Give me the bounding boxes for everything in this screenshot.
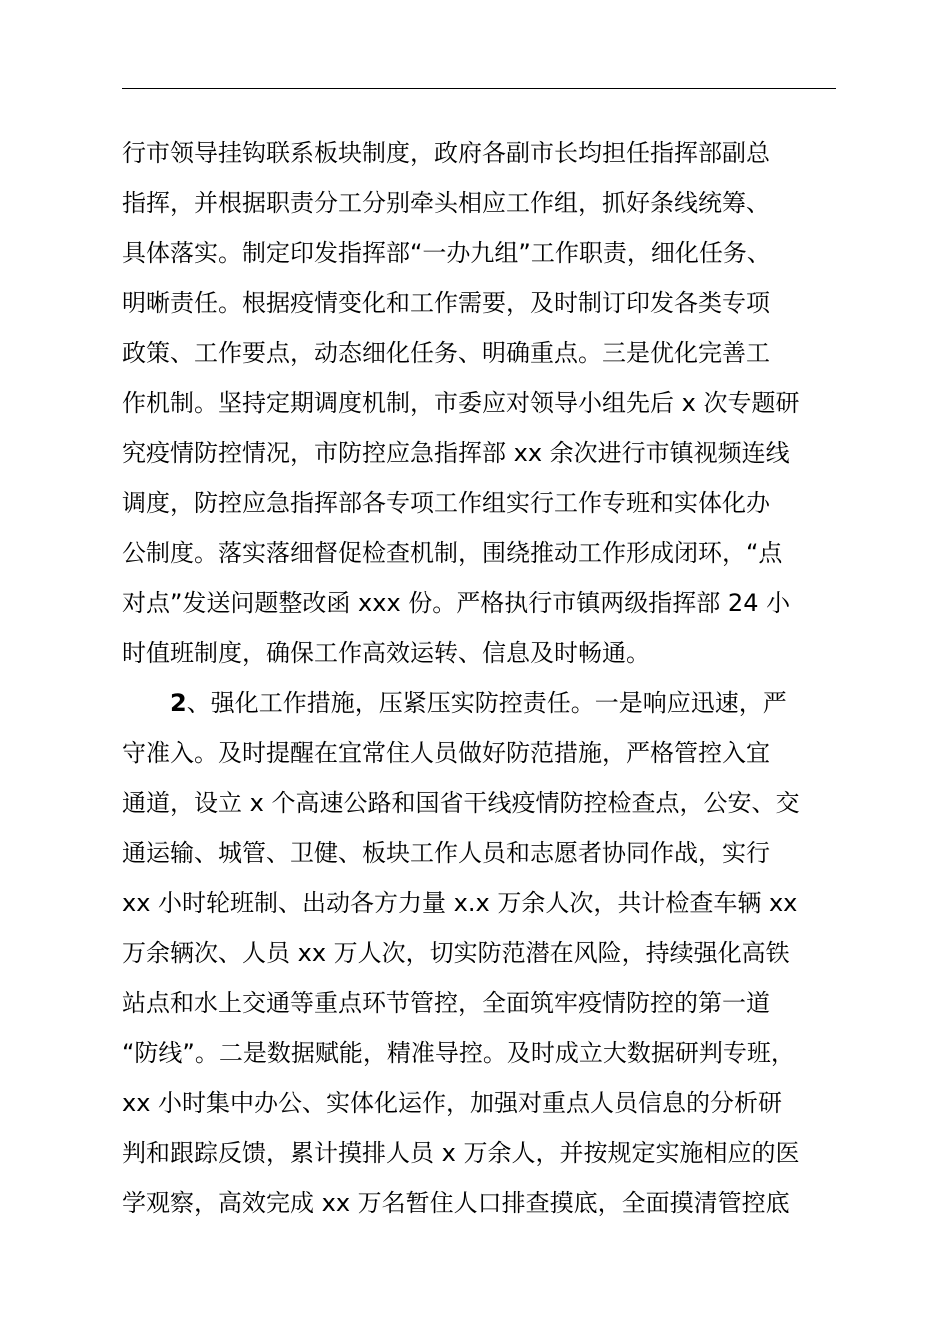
paragraph-line: 明晰责任。根据疫情变化和工作需要，及时制订印发各类专项 — [122, 289, 770, 317]
paragraph-line: 行市领导挂钩联系板块制度，政府各副市长均担任指挥部副总 — [122, 139, 770, 167]
paragraph-line: 站点和水上交通等重点环节管控，全面筑牢疫情防控的第一道 — [122, 989, 770, 1017]
paragraph-line: 通运输、城管、卫健、板块工作人员和志愿者协同作战，实行 — [122, 839, 770, 867]
paragraph-line: 判和跟踪反馈，累计摸排人员 x 万余人，并按规定实施相应的医 — [122, 1139, 800, 1167]
section-2-first-text: 、强化工作措施，压紧压实防控责任。一是响应迅速，严 — [186, 689, 787, 717]
paragraph-line: 万余辆次、人员 xx 万人次，切实防范潜在风险，持续强化高铁 — [122, 939, 790, 967]
paragraph-line: 学观察，高效完成 xx 万名暂住人口排查摸底，全面摸清管控底 — [122, 1189, 790, 1217]
header-rule — [122, 88, 836, 89]
paragraph-line: xx 小时集中办公、实体化运作，加强对重点人员信息的分析研 — [122, 1089, 783, 1117]
paragraph-line: 守准入。及时提醒在宜常住人员做好防范措施，严格管控入宜 — [122, 739, 770, 767]
paragraph-line: 通道，设立 x 个高速公路和国省干线疫情防控检查点，公安、交 — [122, 789, 800, 817]
paragraph-line: 政策、工作要点，动态细化任务、明确重点。三是优化完善工 — [122, 339, 770, 367]
paragraph-line: 公制度。落实落细督促检查机制，围绕推动工作形成闭环，“点 — [122, 539, 783, 567]
section-2-heading-line — [170, 678, 787, 728]
paragraph-line: 调度，防控应急指挥部各专项工作组实行工作专班和实体化办 — [122, 489, 770, 517]
paragraph-line: 指挥，并根据职责分工分别牵头相应工作组，抓好条线统筹、 — [122, 189, 770, 217]
paragraph-line: 作机制。坚持定期调度机制，市委应对领导小组先后 x 次专题研 — [122, 389, 800, 417]
paragraph-line: xx 小时轮班制、出动各方力量 x.x 万余人次，共计检查车辆 xx — [122, 889, 798, 917]
paragraph-line: 时值班制度，确保工作高效运转、信息及时畅通。 — [122, 639, 650, 667]
section-number: 2 — [170, 689, 187, 717]
paragraph-line: 究疫情防控情况，市防控应急指挥部 xx 余次进行市镇视频连线 — [122, 439, 790, 467]
paragraph-line: 具体落实。制定印发指挥部“一办九组”工作职责，细化任务、 — [122, 239, 771, 267]
paragraph-line: 对点”发送问题整改函 xxx 份。严格执行市镇两级指挥部 24 小 — [122, 589, 791, 617]
paragraph-line: “防线”。二是数据赋能，精准导控。及时成立大数据研判专班， — [122, 1039, 795, 1067]
